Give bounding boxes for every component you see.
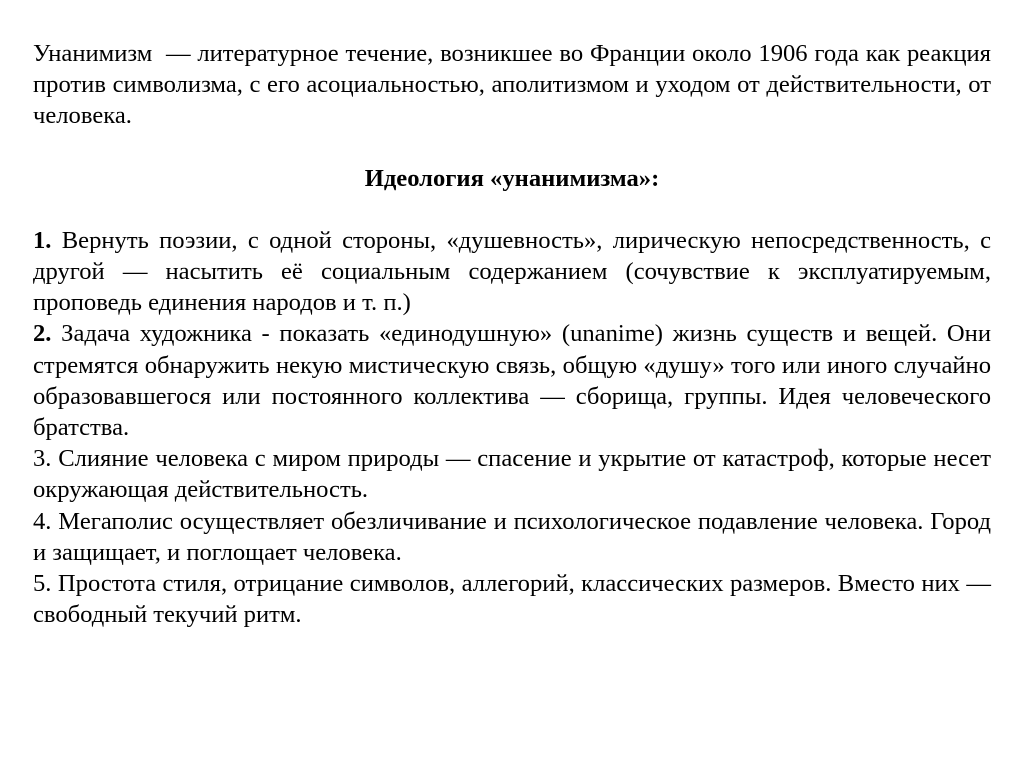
item-text: Задача художника - показать «единодушную» (unanime) жизнь существ и вещей. Они стремятся обнаружить некую мистическую связь, общую «душу» того или иного случайно образовавшегося или постоянного коллектива — сборища, группы. Идея человеческого братства. (33, 320, 991, 442)
list-item-2 (33, 318, 991, 443)
list-item-5 (33, 568, 991, 630)
list-item-1 (33, 225, 991, 319)
item-text: Вернуть поэзии, с одной стороны, «душевность», лирическую непосредственность, с другой — насытить её социальным содержанием (сочувствие к эксплуатируемым, проповедь единения народов и т. п.) (33, 226, 991, 317)
item-number: 2. (33, 320, 52, 348)
slide-content (33, 38, 991, 630)
item-number: 3. (33, 445, 52, 473)
item-text: Мегаполис осуществляет обезличивание и психологическое подавление человека. Город и защищает, и поглощает человека. (33, 507, 991, 566)
spacer (33, 194, 991, 225)
item-number: 5. (33, 570, 52, 598)
intro-term: Унанимизм (33, 40, 153, 67)
intro-paragraph (33, 38, 991, 132)
spacer (33, 132, 991, 163)
section-heading: Идеология «унанимизма»: (364, 164, 660, 192)
list-item-3 (33, 443, 991, 505)
item-number: 4. (33, 507, 52, 535)
list-item-4 (33, 506, 991, 568)
intro-text: — литературное течение, возникшее во Франции около 1906 года как реакция против символизма, с его асоциальностью, аполитизмом и уходом от действительности, от человека. (33, 40, 991, 130)
item-text: Слияние человека с миром природы — спасение и укрытие от катастроф, которые несет окружающая действительность. (33, 445, 991, 504)
item-text: Простота стиля, отрицание символов, аллегорий, классических размеров. Вместо них — свободный текучий ритм. (33, 570, 991, 629)
item-number: 1. (33, 226, 52, 254)
